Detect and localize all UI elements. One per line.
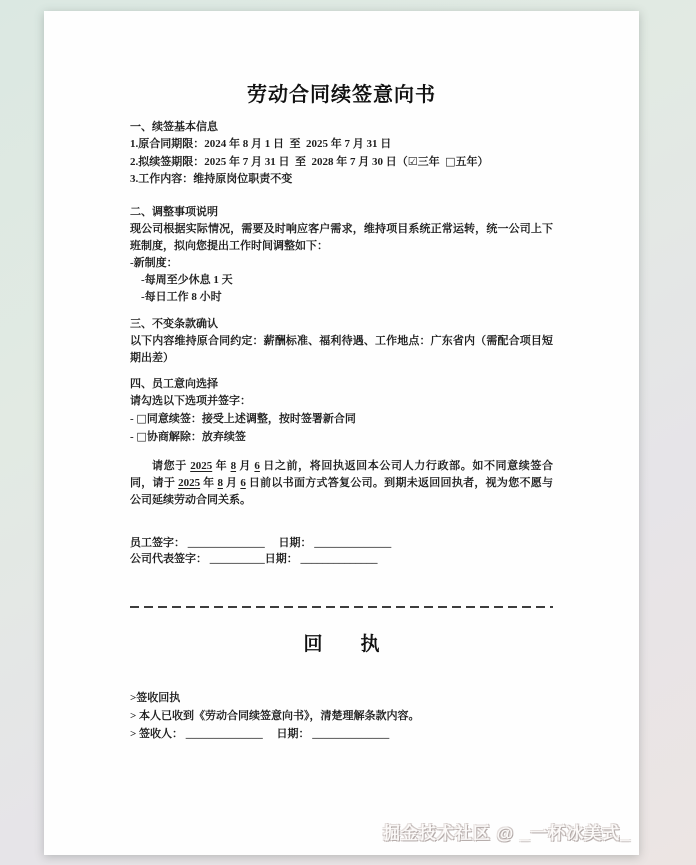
unchanged-terms-heading: 三、不变条款确认 [130, 318, 218, 330]
option-agree-label: 同意续签：接受上述调整，按时签署新合同 [146, 413, 356, 425]
document-content [130, 11, 553, 743]
section-adjustment [130, 204, 553, 306]
option-terminate-label: 协商解除：放弃续签 [146, 431, 246, 443]
notice-text: 请您于 [152, 460, 191, 472]
deadline-day: 6 [254, 460, 260, 472]
employee-signature-row: 员工签字： ______________ 日期： ______________ [130, 537, 392, 549]
renewal-term-line [130, 153, 553, 171]
reply-deadline-month: 8 [217, 477, 223, 489]
unchanged-terms-paragraph: 以下内容维持原合同约定：薪酬标准、福利待遇、工作地点：广东省内（需配合项目短期出差） [130, 335, 553, 364]
option-agree-dash: - [130, 413, 137, 425]
checkbox-unchecked-icon: □ [136, 412, 147, 425]
option-terminate-dash: - [130, 431, 137, 443]
receipt-ack-line [130, 707, 553, 725]
policy-item-daily-hours: -每日工作 8 小时 [141, 291, 222, 303]
ack-book-title: 《劳动合同续签意向书》 [194, 710, 310, 722]
document-page [44, 11, 639, 855]
deadline-month: 8 [230, 460, 237, 472]
signature-block [130, 535, 553, 567]
notice-text: 日前以书面方式答复公司。到期未返回回执者，视为您不愿与公司延续劳动合同关系。 [130, 477, 554, 506]
dashed-cut-line [130, 606, 553, 608]
checkbox-unchecked-icon: □ [136, 430, 147, 443]
receipt-section [130, 689, 553, 743]
company-signature-row: 公司代表签字： __________日期： ______________ [130, 553, 378, 565]
employee-choice-intro: 请勾选以下选项并签字： [130, 395, 251, 407]
renewal-term-text: 2.拟续签期限：2025 年 7 月 31 日 至 2028 年 7 月 30 日（ [130, 156, 408, 168]
receipt-heading: >签收回执 [130, 692, 181, 704]
notice-text: 月 [236, 460, 255, 472]
receipt-title: 回 执 [303, 634, 380, 655]
reply-deadline-day: 6 [240, 477, 246, 489]
policy-item-weekly-rest: -每周至少休息 1 天 [141, 274, 233, 286]
notice-text: 月 [222, 477, 241, 489]
notice-text: 年 [212, 460, 231, 472]
ack-prefix: > 本人已收到 [130, 710, 195, 722]
section-unchanged-terms [130, 316, 553, 367]
new-policy-label: -新制度： [130, 257, 178, 269]
return-notice-paragraph [130, 458, 553, 509]
watermark: 掘金技术社区 @ _一杯冰美式_ [371, 816, 637, 848]
three-year-label: 三年 [417, 156, 446, 168]
checkbox-unchecked-icon: □ [445, 155, 456, 168]
employee-choice-heading: 四、员工意向选择 [130, 378, 218, 390]
adjustment-paragraph: 现公司根据实际情况，需要及时响应客户需求，维持项目系统正常运转，统一公司上下班制度，拟向您提出工作时间调整如下： [130, 223, 553, 252]
basic-info-heading: 一、续签基本信息 [130, 121, 218, 133]
checkbox-checked-icon: ☑ [407, 155, 418, 168]
document-title: 劳动合同续签意向书 [247, 84, 436, 106]
receipt-sign-row: > 签收人： ______________ 日期： ______________ [130, 728, 390, 740]
notice-text: 日之前，将回执返回本公司人力行政部。如不同意续签合同，请于 [130, 460, 554, 489]
job-content-line: 3.工作内容：维持原岗位职责不变 [130, 173, 293, 185]
section-employee-choice [130, 376, 553, 446]
original-contract-term-line: 1.原合同期限：2024 年 8 月 1 日 至 2025 年 7 月 31 日 [130, 138, 392, 150]
five-year-label: 五年） [455, 156, 489, 168]
section-basic-info [130, 119, 553, 188]
ack-suffix: ，清楚理解条款内容。 [309, 710, 420, 722]
option-agree-line [130, 410, 553, 428]
reply-deadline-year: 2025 [178, 477, 201, 489]
adjustment-heading: 二、调整事项说明 [130, 206, 218, 218]
option-terminate-line [130, 428, 553, 446]
notice-text: 年 [200, 477, 218, 489]
deadline-year: 2025 [190, 460, 213, 472]
